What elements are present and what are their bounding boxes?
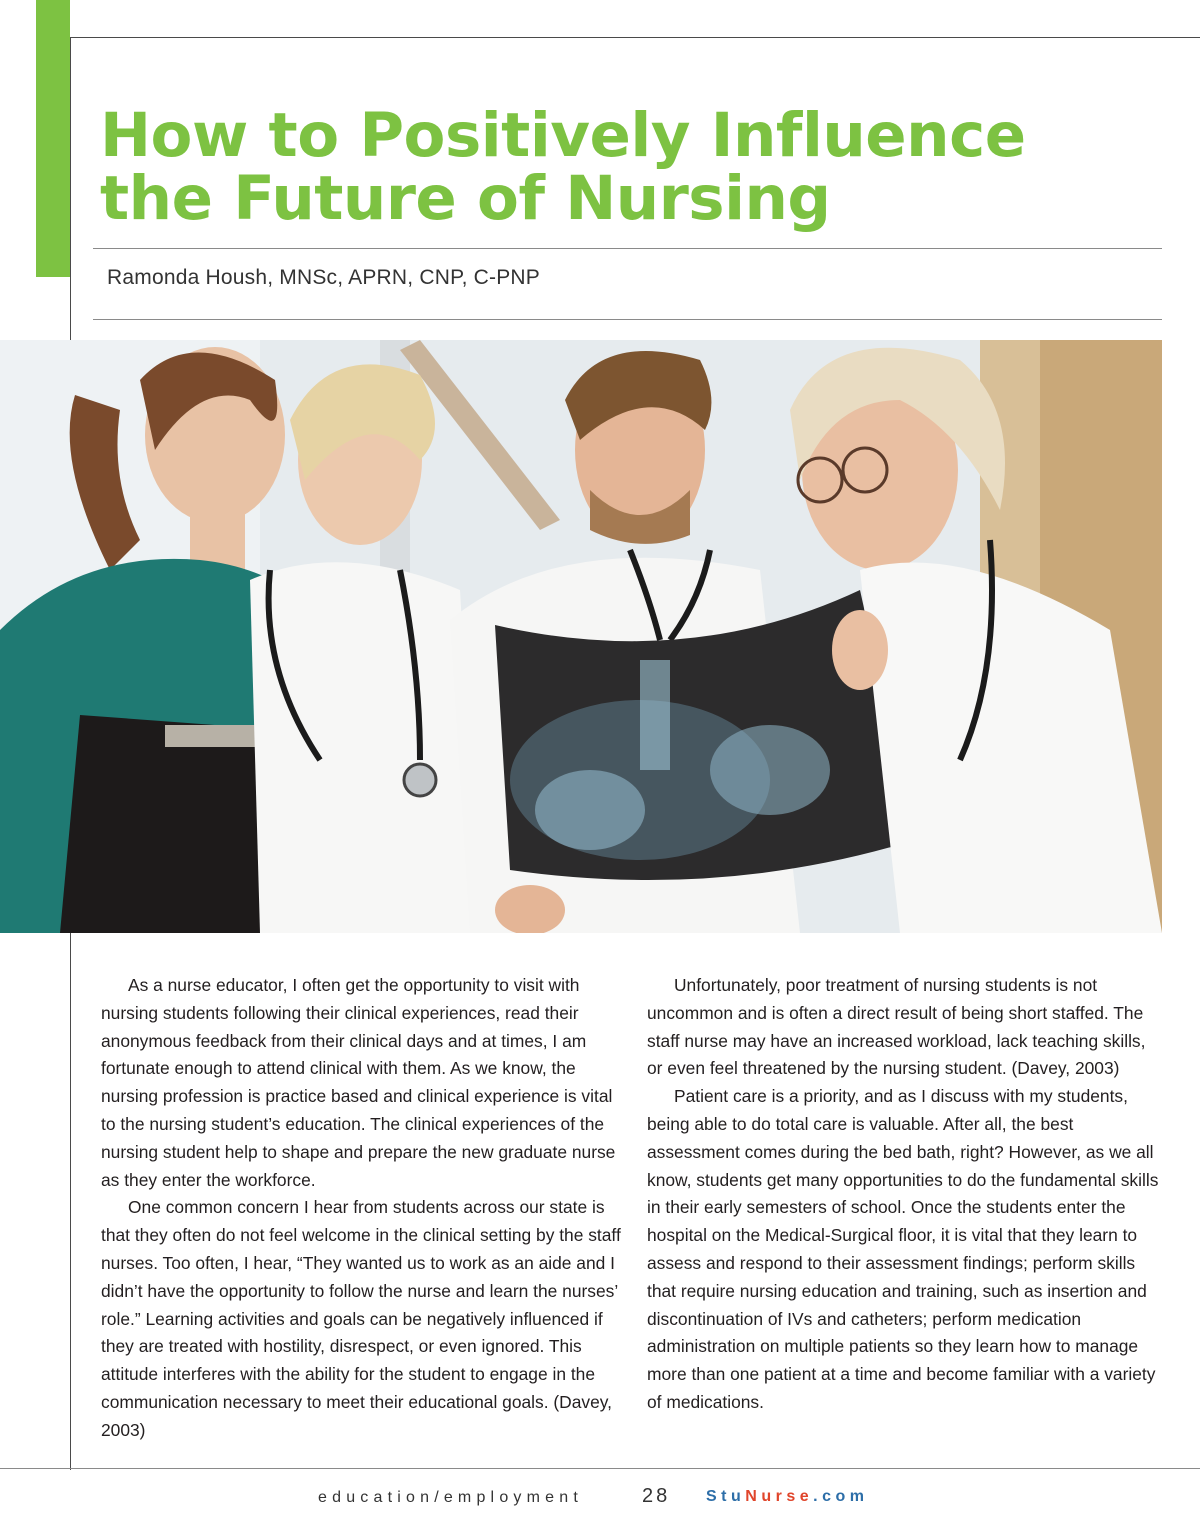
left-border-top <box>70 37 71 340</box>
author-byline: Ramonda Housh, MNSc, APRN, CNP, C-PNP <box>107 266 540 289</box>
title-line-2: the Future of Nursing <box>100 163 831 234</box>
title-line-1: How to Positively Influence <box>100 100 1026 171</box>
body-column-right <box>647 972 1163 1417</box>
site-url-part3: .com <box>813 1488 869 1505</box>
title-divider <box>93 248 1162 249</box>
site-url-part1: Stu <box>706 1488 746 1505</box>
paragraph: One common concern I hear from students across our state is that they often do not feel welcome in the clinical setting by the staff nurses. Too often, I hear, “They wanted us to work as an aide and I didn’t have the opportunity to follow the nurse and learn the nurses’ role.” Learning activities and goals can be negatively influenced if they are treated with hostility, disrespect, or even ignored. This attitude interferes with the ability for the student to engage in the communication necessary to meet their educational goals. (Davey, 2003) <box>101 1197 621 1440</box>
accent-bar <box>36 0 70 277</box>
body-column-left <box>101 972 621 1445</box>
photo-nurses-xray <box>0 340 1162 933</box>
site-url-part2: Nurse <box>745 1488 814 1505</box>
paragraph: Patient care is a priority, and as I discuss with my students, being able to do total care is valuable. After all, the best assessment comes during the bed bath, right? However, as we all know, students get many opportunities to do the fundamental skills in their early semesters of school. Once the students enter the hospital on the Medical-Surgical floor, it is vital that they learn to assess and respond to their assessment findings; perform skills that require nursing education and training, such as insertion and discontinuation of IVs and catheters; perform medication administration on multiple patients so they learn how to manage more than one patient at a time and become familiar with a variety of medications. <box>647 1086 1159 1412</box>
page-number: 28 <box>642 1485 671 1507</box>
site-url[interactable] <box>706 1488 868 1506</box>
top-divider <box>70 37 1200 38</box>
photo-illustration <box>0 340 1162 933</box>
left-border-bottom <box>70 933 71 1470</box>
article-title <box>100 100 1150 234</box>
footer-section-label: education/employment <box>318 1489 583 1506</box>
paragraph: Unfortunately, poor treatment of nursing students is not uncommon and is often a direct result of being short staffed. The staff nurse may have an increased workload, lack teaching skills, or even feel threatened by the nursing student. (Davey, 2003) <box>647 975 1146 1079</box>
footer-divider <box>0 1468 1200 1469</box>
byline-divider <box>93 319 1162 320</box>
paragraph: As a nurse educator, I often get the opportunity to visit with nursing students following their clinical experiences, read their anonymous feedback from their clinical days and at times, I am fortunate enough to attend clinical with them. As we know, the nursing profession is practice based and clinical experience is vital to the nursing student’s education. The clinical experiences of the nursing student help to shape and prepare the new graduate nurse as they enter the workforce. <box>101 975 616 1190</box>
